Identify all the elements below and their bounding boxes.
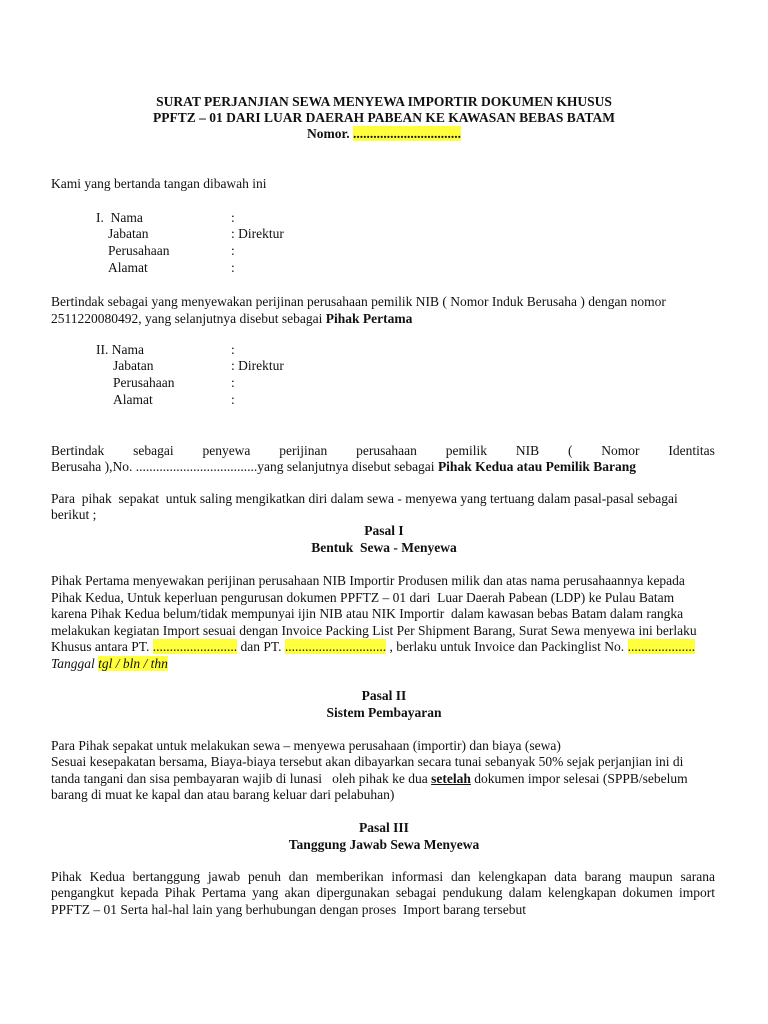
party1-perusahaan-label: Perusahaan [108,243,170,258]
party2-nama-value: : [231,342,235,357]
word: penuh [247,869,281,884]
word: perusahaan [356,443,417,458]
party2-alamat-label: Alamat [113,392,153,407]
word: maupun [629,869,673,884]
party2-perusahaan-label: Perusahaan [113,375,175,390]
word: Pihak [164,885,196,900]
party1-statement-line2 [51,311,412,327]
pasal1-line4: melakukan kegiatan Import sesuai dengan Invoice Packing List Per Shipment Barang, Surat Sewa menyewa ini berlaku [51,623,697,638]
packinglist-placeholder: .................... [627,639,696,654]
word: kelengkapan [478,869,547,884]
party2-jabatan-label: Jabatan [113,358,154,373]
word: penyewa [202,443,251,458]
word: yang [252,885,279,900]
word: dan [288,869,309,884]
pasal2-title: Pasal II [361,688,407,703]
pt-placeholder-2: .............................. [284,639,387,654]
pasal3-title: Pasal III [359,820,409,835]
party2-statement-line1 [51,443,715,459]
word: pendukung [442,885,503,900]
word: informasi [391,869,444,884]
text: dokumen impor selesai (SPPB/sebelum [470,771,688,786]
text: , berlaku untuk Invoice dan Packinglist No. [386,639,628,654]
pasal1-line2: Pihak Kedua, Untuk keperluan pengurusan dokumen PPFTZ – 01 dari Luar Daerah Pabean (LDP) ke Pulau Batam [51,590,675,605]
word: sebagai [395,885,437,900]
party2-statement-line2 [51,459,636,475]
word: dan [450,869,471,884]
text: Khusus antara PT. [51,639,153,654]
agreement-line1: Para pihak sepakat untuk saling mengikatkan diri dalam sewa - menyewa yang tertuang dalam pasal-pasal sebagai [51,491,678,506]
party1-perusahaan-value: : [231,243,235,258]
pasal1-line3: karena Pihak Kedua belum/tidak mempunyai ijin NIB atau NIK Importir dalam kawasan bebas Batam dalam rangka [51,606,684,621]
pihak-kedua-label: Pihak Kedua atau Pemilik Barang [437,459,636,474]
party1-alamat-value: : [231,260,235,275]
word: akan [284,885,311,900]
pasal3-subtitle: Tanggung Jawab Sewa Menyewa [288,837,480,852]
document-title-line1: SURAT PERJANJIAN SEWA MENYEWA IMPORTIR DOKUMEN KHUSUS [156,94,612,109]
pt-placeholder-1: ......................... [152,639,238,654]
word: pengangkut [51,885,114,900]
word: sebagai [133,443,174,458]
word: data [554,869,577,884]
word: NIB [515,443,540,458]
word: barang [584,869,622,884]
pasal1-line5 [51,639,695,655]
word: sarana [680,869,715,884]
word: pemilik [445,443,487,458]
text: tanda tangani dan sisa pembayaran wajib di lunasi oleh pihak ke dua [51,771,432,786]
pasal3-line3: PPFTZ – 01 Serta hal-hal lain yang berhubungan dengan proses Import barang tersebut [51,902,527,917]
party2-nama-label: II. Nama [96,342,144,357]
pasal2-line3 [51,771,688,787]
party1-jabatan-label: Jabatan [108,226,149,241]
pasal2-subtitle: Sistem Pembayaran [326,705,442,720]
party1-nama-value: : [231,210,235,225]
word: Identitas [668,443,715,458]
party1-jabatan-value: : Direktur [231,226,284,241]
pasal2-line4: barang di muat ke kapal dan atau barang keluar dari pelabuhan) [51,787,395,802]
document-title-line2: PPFTZ – 01 DARI LUAR DAERAH PABEAN KE KAWASAN BEBAS BATAM [152,110,616,125]
party2-jabatan-value: : Direktur [231,358,284,373]
word: Kedua [89,869,125,884]
party1-alamat-label: Alamat [108,260,148,275]
party2-alamat-value: : [231,392,235,407]
nomor-value: ................................ [353,126,461,141]
word: dalam [508,885,542,900]
pasal3-line1 [51,869,715,885]
word: perijinan [279,443,328,458]
pasal1-line1: Pihak Pertama menyewakan perijinan perusahaan NIB Importir Produsen milik dan atas nama perusahaannya kepada [51,573,685,588]
party1-statement-text: 2511220080492, yang selanjutnya disebut sebagai [51,311,326,326]
word: kepada [120,885,159,900]
word: dipergunakan [316,885,390,900]
word: import [678,885,715,900]
word: bertanggung [132,869,201,884]
word: Pertama [201,885,246,900]
date-placeholder: tgl / bln / thn [98,656,168,671]
nomor-label: Nomor. [307,126,353,141]
word: dokumen [622,885,673,900]
pasal3-line2 [51,885,715,901]
word: Nomor [601,443,640,458]
word: Pihak [51,869,82,884]
intro-text: Kami yang bertanda tangan dibawah ini [51,176,267,191]
party2-statement-text: Berusaha ),No. ....................................yang selanjutnya disebut sebagai [51,459,438,474]
party2-perusahaan-value: : [231,375,235,390]
pasal2-line1: Para Pihak sepakat untuk melakukan sewa – menyewa perusahaan (importir) dan biaya (sewa) [51,738,561,753]
document-number [0,126,768,142]
pihak-pertama-label: Pihak Pertama [325,311,413,326]
pasal1-title: Pasal I [364,523,404,538]
word: memberikan [316,869,384,884]
word: ( [567,443,573,458]
party1-nama-label: I. Nama [96,210,143,225]
pasal2-line2: Sesuai kesepakatan bersama, Biaya-biaya tersebut akan dibayarkan secara tunai sebanyak 50% sejak perjanjian ini di [51,754,684,769]
party1-statement-line1: Bertindak sebagai yang menyewakan perijinan perusahaan pemilik NIB ( Nomor Induk Berusaha ) dengan nomor [51,294,666,309]
agreement-line2: berikut ; [51,507,97,522]
word: Bertindak [51,443,105,458]
text: dan PT. [237,639,285,654]
word: kelengkapan [548,885,617,900]
pasal1-subtitle: Bentuk Sewa - Menyewa [311,540,457,555]
word: jawab [207,869,241,884]
tanggal-label: Tanggal [51,656,99,671]
pasal1-line6 [51,656,168,672]
setelah-emphasis: setelah [431,771,471,786]
